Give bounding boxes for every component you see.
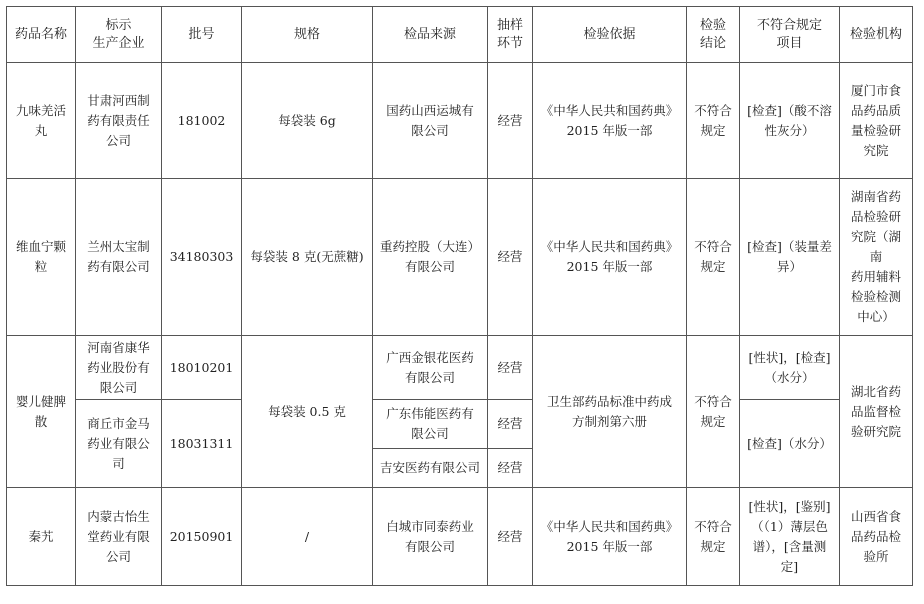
stage-cell: 经营	[488, 449, 533, 488]
spec-cell: 每袋装 6g	[242, 63, 373, 179]
source-cell	[373, 449, 488, 488]
drug-name-cell	[7, 336, 76, 488]
cell-line: 重药控股（大连）	[379, 239, 480, 255]
cell-line: 丸	[34, 122, 48, 138]
cell-line: 不符合	[694, 393, 732, 409]
cell-line: 药品名称	[14, 26, 67, 42]
cell-line: 环节	[496, 35, 523, 51]
cell-line: 品监督检	[850, 403, 901, 419]
cell-line: 品药品检	[850, 528, 901, 544]
cell-line: 药用辅料	[850, 269, 901, 285]
table-row	[7, 400, 913, 449]
cell-line: 结论	[699, 35, 726, 51]
header-manufacturer	[76, 7, 162, 63]
cell-line: 规定	[700, 259, 726, 275]
conclusion-cell	[687, 336, 740, 488]
cell-line: 性灰分）	[764, 122, 815, 138]
cell-line: 检验依据	[583, 26, 636, 42]
manufacturer-cell	[76, 63, 162, 179]
cell-line: 药有限责任	[87, 112, 150, 128]
header-conclusion	[687, 7, 740, 63]
cell-line: [检查]（装量差	[747, 239, 832, 255]
cell-line: 药有限公司	[87, 259, 150, 275]
cell-line: 标示	[105, 17, 132, 33]
cell-line: 不符合	[694, 518, 732, 534]
header-row	[7, 7, 913, 63]
cell-line: 检验机构	[849, 26, 902, 42]
header-drug-name	[7, 7, 76, 63]
cell-line: 规定	[700, 413, 726, 429]
stage-cell: 经营	[488, 336, 533, 400]
agency-cell	[840, 63, 913, 179]
cell-line: 散	[34, 413, 48, 429]
cell-line: 吉安医药有限公司	[379, 460, 480, 476]
cell-line: 限公司	[411, 426, 449, 442]
cell-line: 检验检测	[850, 289, 901, 305]
cell-line: 量检验研	[850, 122, 901, 138]
cell-line: 2015 年版一部	[566, 538, 653, 554]
cell-line: 生产企业	[92, 35, 145, 51]
agency-cell	[840, 179, 913, 336]
drug-name-cell	[7, 179, 76, 336]
conclusion-cell	[687, 179, 740, 336]
table-row	[7, 488, 913, 586]
cell-line: 品药品质	[850, 102, 901, 118]
cell-line: 方制剂第六册	[571, 413, 647, 429]
failed-items-cell	[740, 63, 840, 179]
failed-items-cell	[740, 179, 840, 336]
cell-line: 2015 年版一部	[566, 122, 653, 138]
cell-line: 甘肃河西制	[87, 92, 150, 108]
cell-line: 兰州太宝制	[87, 239, 150, 255]
spec-cell: 每袋装 8 克(无蔗糖)	[242, 179, 373, 336]
cell-line: 有限公司	[404, 259, 455, 275]
drug-name-cell	[7, 488, 76, 586]
cell-line: 中心）	[857, 309, 895, 325]
failed-items-cell	[740, 488, 840, 586]
conclusion-cell	[687, 488, 740, 586]
stage-cell: 经营	[488, 63, 533, 179]
basis-cell	[533, 63, 687, 179]
header-stage	[488, 7, 533, 63]
cell-line: [性状]，[鉴别]	[748, 498, 831, 514]
cell-line: 品检验研	[850, 209, 901, 225]
header-basis	[533, 7, 687, 63]
batch-cell: 34180303	[162, 179, 242, 336]
header-batch	[162, 7, 242, 63]
header-items	[740, 7, 840, 63]
batch-cell: 20150901	[162, 488, 242, 586]
cell-line: 内蒙古怡生	[87, 508, 150, 524]
basis-cell	[533, 179, 687, 336]
cell-line: 河南省康华	[87, 339, 150, 355]
header-spec	[242, 7, 373, 63]
cell-line: 药业股份有	[87, 359, 150, 375]
cell-line: 湖南省药	[850, 189, 901, 205]
cell-line: 《中华人民共和国药典》	[540, 239, 679, 255]
manufacturer-cell	[76, 400, 162, 488]
basis-cell	[533, 336, 687, 488]
source-cell	[373, 488, 488, 586]
cell-line: 批号	[188, 26, 215, 42]
cell-line: 异）	[776, 259, 802, 275]
drug-name-cell	[7, 63, 76, 179]
source-cell	[373, 179, 488, 336]
cell-line: 限公司	[411, 122, 449, 138]
manufacturer-cell	[76, 336, 162, 400]
source-cell	[373, 336, 488, 400]
cell-line: 项目	[776, 35, 803, 51]
cell-line: 不符合	[694, 102, 732, 118]
cell-line: 限公司	[99, 379, 138, 395]
table-row	[7, 336, 913, 400]
stage-cell: 经营	[488, 179, 533, 336]
inspection-table-wrapper	[6, 6, 912, 586]
cell-line: 规定	[700, 538, 726, 554]
cell-line: 《中华人民共和国药典》	[540, 102, 679, 118]
source-cell	[373, 400, 488, 449]
cell-line: [性状]，[检查]	[748, 349, 831, 365]
cell-line: （（1）薄层色	[751, 518, 828, 534]
cell-line: 国药山西运城有	[386, 102, 474, 118]
cell-line: 白城市同泰药业	[386, 518, 474, 534]
cell-line: 婴儿健脾	[15, 393, 66, 409]
cell-line: 抽样	[496, 17, 523, 33]
cell-line: （水分）	[764, 369, 815, 385]
cell-line: 药业有限公	[87, 435, 150, 451]
cell-line: 秦艽	[28, 528, 54, 544]
cell-line: 公司	[105, 132, 131, 148]
manufacturer-cell	[76, 179, 162, 336]
cell-line: 究院	[863, 142, 889, 158]
failed-items-cell	[740, 336, 840, 400]
table-row	[7, 63, 913, 179]
batch-cell: 18031311	[162, 400, 242, 488]
cell-line: 究院（湖南	[850, 229, 901, 265]
cell-line: 九味羌活	[15, 102, 66, 118]
drug-inspection-table	[6, 6, 913, 586]
cell-line: 卫生部药品标准中药成	[546, 393, 672, 409]
cell-line: 广东伟能医药有	[386, 406, 474, 422]
conclusion-cell	[687, 63, 740, 179]
spec-cell: 每袋装 0.5 克	[242, 336, 373, 488]
cell-line: 公司	[105, 548, 131, 564]
header-source	[373, 7, 488, 63]
cell-line: 厦门市食	[850, 82, 901, 98]
cell-line: 粒	[34, 259, 48, 275]
spec-cell: /	[242, 488, 373, 586]
batch-cell: 181002	[162, 63, 242, 179]
table-row	[7, 179, 913, 336]
cell-line: 维血宁颗	[15, 239, 66, 255]
manufacturer-cell	[76, 488, 162, 586]
cell-line: 有限公司	[404, 369, 455, 385]
cell-line: 2015 年版一部	[566, 259, 653, 275]
cell-line: 司	[112, 455, 125, 471]
cell-line: 不符合	[694, 239, 732, 255]
stage-cell: 经营	[488, 400, 533, 449]
cell-line: 广西金银花医药	[386, 349, 474, 365]
agency-cell	[840, 488, 913, 586]
cell-line: 堂药业有限	[87, 528, 150, 544]
cell-line: 规定	[700, 122, 726, 138]
cell-line: [检查]（水分）	[747, 435, 832, 451]
cell-line: 检验	[699, 17, 726, 33]
cell-line: 检品来源	[403, 26, 456, 42]
source-cell	[373, 63, 488, 179]
cell-line: 山西省食	[850, 508, 901, 524]
cell-line: 规格	[293, 26, 320, 42]
cell-line: 湖北省药	[850, 383, 901, 399]
cell-line: [检查]（酸不溶	[747, 102, 832, 118]
header-agency	[840, 7, 913, 63]
cell-line: 不符合规定	[756, 17, 822, 33]
basis-cell	[533, 488, 687, 586]
cell-line: 验研究院	[850, 423, 901, 439]
cell-line: 验所	[863, 548, 889, 564]
failed-items-cell	[740, 400, 840, 488]
batch-cell: 18010201	[162, 336, 242, 400]
cell-line: 谱），[含量测定]	[752, 538, 827, 574]
agency-cell	[840, 336, 913, 488]
cell-line: 商丘市金马	[87, 415, 150, 431]
cell-line: 有限公司	[404, 538, 455, 554]
stage-cell: 经营	[488, 488, 533, 586]
cell-line: 《中华人民共和国药典》	[540, 518, 679, 534]
